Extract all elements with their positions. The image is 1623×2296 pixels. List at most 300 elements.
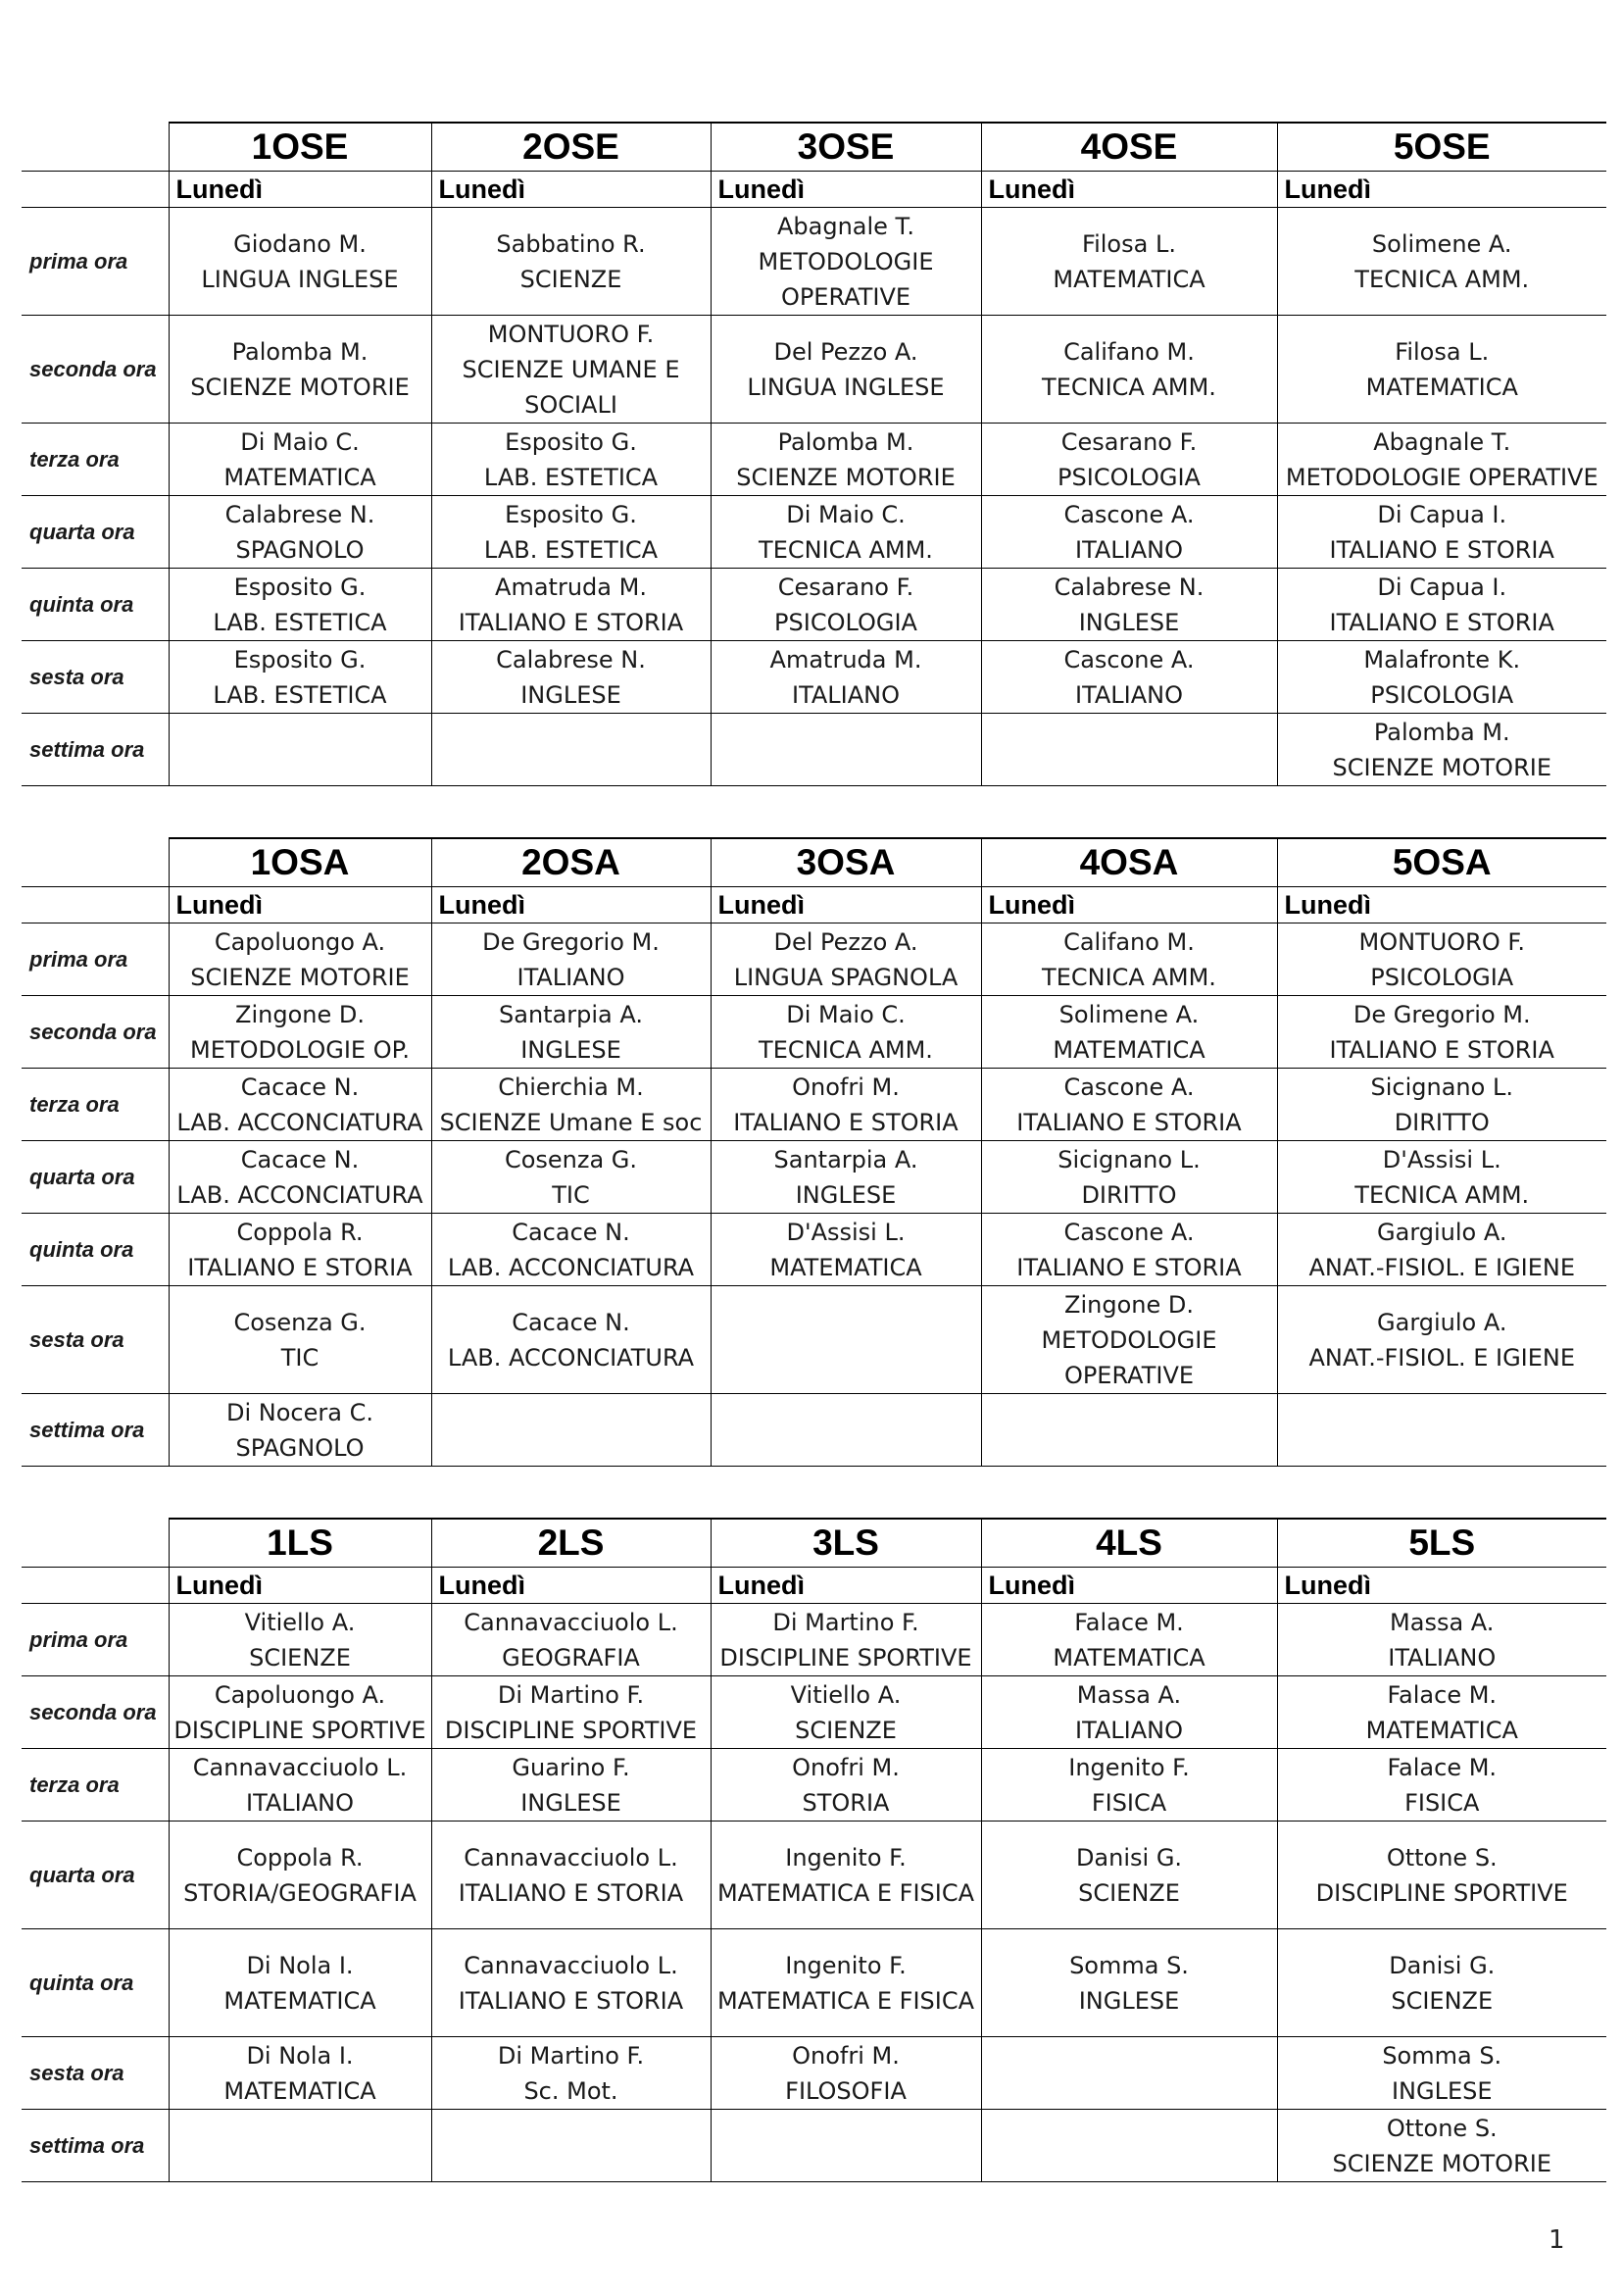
teacher-name: Filosa L. xyxy=(1395,337,1490,366)
lesson-cell xyxy=(1277,1749,1606,1822)
lesson-cell xyxy=(169,2037,431,2110)
subject-name: SCIENZE xyxy=(249,1643,351,1672)
period-label: quarta ora xyxy=(22,1141,169,1214)
lesson-cell xyxy=(169,1749,431,1822)
lesson-cell xyxy=(431,1929,711,2037)
class-heading: 1LS xyxy=(169,1519,431,1568)
period-label: sesta ora xyxy=(22,2037,169,2110)
subject-name: METODOLOGIE OP. xyxy=(190,1035,410,1064)
subject-name: DISCIPLINE SPORTIVE xyxy=(719,1643,972,1672)
period-row xyxy=(22,1604,1606,1676)
teacher-name: Cannavacciuolo L. xyxy=(464,1843,678,1872)
day-label: Lunedì xyxy=(711,887,981,923)
lesson-cell xyxy=(431,2110,711,2182)
teacher-name: Esposito G. xyxy=(505,500,637,528)
subject-name: LAB. ACCONCIATURA xyxy=(447,1343,695,1372)
period-row xyxy=(22,1929,1606,2037)
lesson-cell xyxy=(431,1394,711,1467)
subject-name: GEOGRAFIA xyxy=(502,1643,640,1672)
teacher-name: Zingone D. xyxy=(235,1000,365,1028)
lesson-cell xyxy=(431,496,711,569)
lesson-cell xyxy=(431,1214,711,1286)
period-row xyxy=(22,569,1606,641)
teacher-name: Solimene A. xyxy=(1371,229,1512,258)
subject-name: ANAT.-FISIOL. E IGIENE xyxy=(1308,1253,1576,1281)
period-label: quinta ora xyxy=(22,1214,169,1286)
subject-name: TECNICA AMM. xyxy=(759,1035,933,1064)
subject-name: ITALIANO E STORIA xyxy=(458,608,684,636)
subject-name: PSICOLOGIA xyxy=(1370,680,1514,709)
teacher-name: Calabrese N. xyxy=(1054,573,1205,601)
subject-name: DIRITTO xyxy=(1081,1180,1177,1209)
teacher-name: D'Assisi L. xyxy=(786,1218,906,1246)
subject-name: MATEMATICA xyxy=(1365,1716,1518,1744)
lesson-cell xyxy=(431,1069,711,1141)
teacher-name: D'Assisi L. xyxy=(1382,1145,1501,1173)
subject-name: SCIENZE xyxy=(795,1716,897,1744)
class-heading: 5LS xyxy=(1277,1519,1606,1568)
subject-name: TIC xyxy=(552,1180,590,1209)
day-label: Lunedì xyxy=(169,1568,431,1604)
period-label: seconda ora xyxy=(22,1676,169,1749)
teacher-name: Falace M. xyxy=(1387,1680,1498,1709)
subject-name: ITALIANO xyxy=(1074,535,1183,564)
subject-name: MATEMATICA xyxy=(769,1253,922,1281)
subject-name: TECNICA AMM. xyxy=(1354,1180,1530,1209)
period-label: seconda ora xyxy=(22,316,169,424)
teacher-name: Ingenito F. xyxy=(785,1843,907,1872)
subject-name: SCIENZE MOTORIE xyxy=(736,463,956,491)
lesson-cell xyxy=(711,996,981,1069)
page-number: 1 xyxy=(1549,2225,1565,2255)
subject-name: Sc. Mot. xyxy=(523,2076,618,2105)
lesson-cell xyxy=(981,2110,1277,2182)
lesson-cell xyxy=(1277,569,1606,641)
day-label: Lunedì xyxy=(981,172,1277,208)
teacher-name: Cacace N. xyxy=(240,1073,360,1101)
subject-name: ITALIANO xyxy=(1074,1716,1183,1744)
subject-name: LINGUA SPAGNOLA xyxy=(733,963,959,991)
teacher-name: Amatruda M. xyxy=(769,645,922,674)
lesson-cell xyxy=(169,208,431,316)
corner-cell xyxy=(22,1519,169,1568)
teacher-name: Chierchia M. xyxy=(498,1073,644,1101)
lesson-cell xyxy=(169,1286,431,1394)
teacher-name: Guarino F. xyxy=(512,1753,630,1781)
teacher-name: Cannavacciuolo L. xyxy=(192,1753,408,1781)
teacher-name: Ingenito F. xyxy=(1068,1753,1190,1781)
subject-name: ITALIANO E STORIA xyxy=(733,1108,959,1136)
subject-name: SPAGNOLO xyxy=(235,535,365,564)
teacher-name: MONTUORO F. xyxy=(1358,927,1525,956)
teacher-name: Cosenza G. xyxy=(233,1308,367,1336)
day-label: Lunedì xyxy=(711,172,981,208)
lesson-cell xyxy=(431,641,711,714)
teacher-name: Onofri M. xyxy=(792,1753,900,1781)
teacher-name: Di Nola I. xyxy=(246,2041,354,2070)
subject-name: ITALIANO E STORIA xyxy=(458,1986,684,2015)
lesson-cell xyxy=(169,424,431,496)
teacher-name: Di Maio C. xyxy=(786,1000,906,1028)
lesson-cell xyxy=(1277,714,1606,786)
period-row xyxy=(22,1069,1606,1141)
subject-name: TIC xyxy=(280,1343,320,1372)
teacher-name: Di Maio C. xyxy=(786,500,906,528)
period-row xyxy=(22,641,1606,714)
subject-name: SCIENZE MOTORIE xyxy=(1332,753,1551,781)
day-row xyxy=(22,1568,1606,1604)
subject-name: SCIENZE Umane E soc xyxy=(439,1108,703,1136)
subject-name: SCIENZE MOTORIE xyxy=(190,373,410,401)
subject-name: DISCIPLINE SPORTIVE xyxy=(444,1716,698,1744)
day-label: Lunedì xyxy=(1277,887,1606,923)
subject-name: SPAGNOLO xyxy=(235,1433,365,1462)
lesson-cell xyxy=(169,316,431,424)
day-row xyxy=(22,172,1606,208)
subject-name: MATEMATICA xyxy=(1053,1035,1205,1064)
teacher-name: Vitiello A. xyxy=(244,1608,356,1636)
subject-name: LAB. ESTETICA xyxy=(213,680,387,709)
period-label: prima ora xyxy=(22,208,169,316)
subject-name: METODOLOGIE OPERATIVE xyxy=(1285,463,1598,491)
teacher-name: Giodano M. xyxy=(233,229,367,258)
lesson-cell xyxy=(981,1822,1277,1929)
lesson-cell xyxy=(1277,2037,1606,2110)
period-label: sesta ora xyxy=(22,641,169,714)
subject-name: ITALIANO xyxy=(516,963,625,991)
period-label: prima ora xyxy=(22,923,169,996)
lesson-cell xyxy=(1277,1604,1606,1676)
teacher-name: Zingone D. xyxy=(1064,1290,1194,1319)
teacher-name: Di Martino F. xyxy=(772,1608,919,1636)
subject-name: INGLESE xyxy=(520,680,621,709)
lesson-cell xyxy=(711,923,981,996)
day-label: Lunedì xyxy=(711,1568,981,1604)
lesson-cell xyxy=(981,1286,1277,1394)
lesson-cell xyxy=(431,1604,711,1676)
teacher-name: Di Maio C. xyxy=(240,427,360,456)
subject-name: ITALIANO E STORIA xyxy=(1329,535,1554,564)
lesson-cell xyxy=(431,208,711,316)
teacher-name: Calabrese N. xyxy=(496,645,646,674)
period-row xyxy=(22,1676,1606,1749)
lesson-cell xyxy=(169,496,431,569)
subject-name: MATEMATICA xyxy=(223,463,376,491)
period-row xyxy=(22,316,1606,424)
teacher-name: Capoluongo A. xyxy=(214,927,386,956)
teacher-name: Abagnale T. xyxy=(1373,427,1511,456)
teacher-name: Di Nola I. xyxy=(246,1951,354,1979)
subject-name: DISCIPLINE SPORTIVE xyxy=(173,1716,426,1744)
teacher-name: Sicignano L. xyxy=(1370,1073,1513,1101)
subject-name: ITALIANO xyxy=(1074,680,1183,709)
teacher-name: Palomba M. xyxy=(777,427,914,456)
teacher-name: Cascone A. xyxy=(1063,500,1195,528)
class-heading: 2LS xyxy=(431,1519,711,1568)
lesson-cell xyxy=(981,1069,1277,1141)
subject-name: PSICOLOGIA xyxy=(1370,963,1514,991)
period-label: quarta ora xyxy=(22,496,169,569)
teacher-name: Massa A. xyxy=(1390,1608,1495,1636)
subject-name: SCIENZE MOTORIE xyxy=(1332,2149,1551,2177)
lesson-cell xyxy=(981,1929,1277,2037)
lesson-cell xyxy=(169,996,431,1069)
teacher-name: Cannavacciuolo L. xyxy=(464,1951,678,1979)
subject-name: TECNICA AMM. xyxy=(1354,265,1530,293)
lesson-cell xyxy=(431,569,711,641)
lesson-cell xyxy=(1277,208,1606,316)
teacher-name: Del Pezzo A. xyxy=(773,337,918,366)
lesson-cell xyxy=(431,316,711,424)
lesson-cell xyxy=(711,2037,981,2110)
class-heading: 1OSA xyxy=(169,838,431,887)
lesson-cell xyxy=(169,2110,431,2182)
subject-name: DISCIPLINE SPORTIVE xyxy=(1315,1878,1568,1907)
teacher-name: Califano M. xyxy=(1063,337,1195,366)
subject-name: MATEMATICA xyxy=(1053,265,1205,293)
teacher-name: Esposito G. xyxy=(233,573,367,601)
teacher-name: Onofri M. xyxy=(792,2041,900,2070)
subject-name: INGLESE xyxy=(795,1180,897,1209)
subject-name: LAB. ACCONCIATURA xyxy=(176,1108,423,1136)
period-row xyxy=(22,2037,1606,2110)
period-label: sesta ora xyxy=(22,1286,169,1394)
class-header-row xyxy=(22,1519,1606,1568)
period-row xyxy=(22,1286,1606,1394)
lesson-cell xyxy=(711,496,981,569)
subject-name: METODOLOGIE OPERATIVE xyxy=(1041,1325,1217,1389)
subject-name: SCIENZE MOTORIE xyxy=(190,963,410,991)
subject-name: ITALIANO E STORIA xyxy=(1016,1253,1242,1281)
timetable-ose xyxy=(22,122,1606,786)
subject-name: METODOLOGIE OPERATIVE xyxy=(758,247,934,311)
subject-name: ITALIANO xyxy=(1388,1643,1497,1672)
lesson-cell xyxy=(431,1676,711,1749)
subject-name: TECNICA AMM. xyxy=(1042,963,1216,991)
subject-name: ANAT.-FISIOL. E IGIENE xyxy=(1308,1343,1576,1372)
lesson-cell xyxy=(169,923,431,996)
period-label: settima ora xyxy=(22,714,169,786)
lesson-cell xyxy=(711,1822,981,1929)
period-label: quinta ora xyxy=(22,569,169,641)
subject-name: LINGUA INGLESE xyxy=(201,265,399,293)
teacher-name: Somma S. xyxy=(1382,2041,1502,2070)
class-header-row xyxy=(22,123,1606,172)
day-label: Lunedì xyxy=(1277,1568,1606,1604)
subject-name: FILOSOFIA xyxy=(785,2076,907,2105)
teacher-name: Coppola R. xyxy=(236,1843,364,1872)
day-label: Lunedì xyxy=(169,887,431,923)
period-row xyxy=(22,1214,1606,1286)
period-label: settima ora xyxy=(22,2110,169,2182)
subject-name: ITALIANO E STORIA xyxy=(187,1253,413,1281)
day-label: Lunedì xyxy=(981,1568,1277,1604)
period-row xyxy=(22,1822,1606,1929)
teacher-name: De Gregorio M. xyxy=(1352,1000,1531,1028)
day-label: Lunedì xyxy=(1277,172,1606,208)
subject-name: ITALIANO E STORIA xyxy=(1329,1035,1554,1064)
class-heading: 5OSA xyxy=(1277,838,1606,887)
teacher-name: Coppola R. xyxy=(236,1218,364,1246)
lesson-cell xyxy=(1277,1286,1606,1394)
subject-name: STORIA xyxy=(802,1788,890,1817)
subject-name: SCIENZE xyxy=(1391,1986,1494,2015)
lesson-cell xyxy=(1277,2110,1606,2182)
corner-cell xyxy=(22,123,169,172)
subject-name: ITALIANO xyxy=(791,680,900,709)
class-heading: 1OSE xyxy=(169,123,431,172)
subject-name: PSICOLOGIA xyxy=(774,608,917,636)
lesson-cell xyxy=(981,923,1277,996)
teacher-name: Esposito G. xyxy=(233,645,367,674)
teacher-name: Solimene A. xyxy=(1058,1000,1200,1028)
lesson-cell xyxy=(711,316,981,424)
lesson-cell xyxy=(711,1676,981,1749)
teacher-name: Vitiello A. xyxy=(790,1680,902,1709)
lesson-cell xyxy=(981,1141,1277,1214)
class-heading: 3LS xyxy=(711,1519,981,1568)
teacher-name: Filosa L. xyxy=(1082,229,1176,258)
teacher-name: Cannavacciuolo L. xyxy=(464,1608,678,1636)
teacher-name: Abagnale T. xyxy=(776,212,914,240)
teacher-name: Falace M. xyxy=(1387,1753,1498,1781)
lesson-cell xyxy=(169,1822,431,1929)
class-header-row xyxy=(22,838,1606,887)
lesson-cell xyxy=(981,1604,1277,1676)
teacher-name: Ingenito F. xyxy=(785,1951,907,1979)
lesson-cell xyxy=(981,424,1277,496)
lesson-cell xyxy=(711,1394,981,1467)
lesson-cell xyxy=(1277,1069,1606,1141)
period-row xyxy=(22,1749,1606,1822)
day-label: Lunedì xyxy=(169,172,431,208)
teacher-name: Cosenza G. xyxy=(504,1145,638,1173)
subject-name: MATEMATICA xyxy=(1053,1643,1205,1672)
lesson-cell xyxy=(981,496,1277,569)
timetable-ls xyxy=(22,1518,1606,2182)
lesson-cell xyxy=(981,1394,1277,1467)
teacher-name: Di Nocera C. xyxy=(226,1398,373,1426)
lesson-cell xyxy=(431,1286,711,1394)
lesson-cell xyxy=(711,424,981,496)
day-label: Lunedì xyxy=(431,1568,711,1604)
period-row xyxy=(22,714,1606,786)
subject-name: MATEMATICA xyxy=(223,2076,376,2105)
teacher-name: Del Pezzo A. xyxy=(773,927,918,956)
lesson-cell xyxy=(981,316,1277,424)
day-label: Lunedì xyxy=(431,887,711,923)
subject-name: MATEMATICA xyxy=(223,1986,376,2015)
lesson-cell xyxy=(431,424,711,496)
subject-name: DIRITTO xyxy=(1394,1108,1490,1136)
teacher-name: Falace M. xyxy=(1074,1608,1184,1636)
period-label: seconda ora xyxy=(22,996,169,1069)
teacher-name: Cascone A. xyxy=(1063,1073,1195,1101)
period-row xyxy=(22,1141,1606,1214)
lesson-cell xyxy=(711,1214,981,1286)
lesson-cell xyxy=(711,569,981,641)
class-heading: 4OSE xyxy=(981,123,1277,172)
teacher-name: Gargiulo A. xyxy=(1377,1308,1507,1336)
lesson-cell xyxy=(981,1214,1277,1286)
teacher-name: Santarpia A. xyxy=(773,1145,918,1173)
lesson-cell xyxy=(169,1676,431,1749)
class-heading: 4OSA xyxy=(981,838,1277,887)
period-row xyxy=(22,208,1606,316)
lesson-cell xyxy=(711,1929,981,2037)
subject-name: INGLESE xyxy=(1391,2076,1493,2105)
corner-cell xyxy=(22,838,169,887)
subject-name: ITALIANO E STORIA xyxy=(1016,1108,1242,1136)
teacher-name: Somma S. xyxy=(1069,1951,1189,1979)
teacher-name: Amatruda M. xyxy=(495,573,647,601)
lesson-cell xyxy=(169,1604,431,1676)
period-row xyxy=(22,496,1606,569)
teacher-name: Cascone A. xyxy=(1063,1218,1195,1246)
lesson-cell xyxy=(711,1069,981,1141)
lesson-cell xyxy=(1277,1676,1606,1749)
lesson-cell xyxy=(431,2037,711,2110)
subject-name: TECNICA AMM. xyxy=(759,535,933,564)
subject-name: LAB. ESTETICA xyxy=(213,608,387,636)
class-heading: 2OSA xyxy=(431,838,711,887)
lesson-cell xyxy=(431,923,711,996)
teacher-name: De Gregorio M. xyxy=(482,927,660,956)
subject-name: ITALIANO E STORIA xyxy=(458,1878,684,1907)
lesson-cell xyxy=(1277,923,1606,996)
lesson-cell xyxy=(169,714,431,786)
teacher-name: Cacace N. xyxy=(240,1145,360,1173)
period-label: terza ora xyxy=(22,1069,169,1141)
lesson-cell xyxy=(431,996,711,1069)
class-heading: 3OSA xyxy=(711,838,981,887)
period-label: quarta ora xyxy=(22,1822,169,1929)
teacher-name: Sabbatino R. xyxy=(496,229,646,258)
subject-name: SCIENZE xyxy=(519,265,622,293)
teacher-name: Palomba M. xyxy=(1373,718,1510,746)
teacher-name: Esposito G. xyxy=(505,427,637,456)
lesson-cell xyxy=(981,641,1277,714)
subject-name: TECNICA AMM. xyxy=(1042,373,1216,401)
lesson-cell xyxy=(169,1394,431,1467)
lesson-cell xyxy=(169,641,431,714)
lesson-cell xyxy=(711,1749,981,1822)
period-row xyxy=(22,996,1606,1069)
period-label: terza ora xyxy=(22,424,169,496)
teacher-name: Cacace N. xyxy=(512,1218,630,1246)
lesson-cell xyxy=(981,714,1277,786)
subject-name: ITALIANO xyxy=(245,1788,354,1817)
subject-name: MATEMATICA E FISICA xyxy=(716,1878,975,1907)
subject-name: LINGUA INGLESE xyxy=(747,373,945,401)
lesson-cell xyxy=(169,1214,431,1286)
teacher-name: Di Capua I. xyxy=(1377,573,1507,601)
lesson-cell xyxy=(1277,1929,1606,2037)
teacher-name: Di Martino F. xyxy=(497,2041,645,2070)
teacher-name: Di Capua I. xyxy=(1377,500,1507,528)
period-label: prima ora xyxy=(22,1604,169,1676)
subject-name: LAB. ACCONCIATURA xyxy=(176,1180,423,1209)
teacher-name: Capoluongo A. xyxy=(214,1680,386,1709)
subject-name: FISICA xyxy=(1091,1788,1167,1817)
lesson-cell xyxy=(1277,316,1606,424)
lesson-cell xyxy=(1277,996,1606,1069)
lesson-cell xyxy=(1277,1822,1606,1929)
lesson-cell xyxy=(431,1141,711,1214)
lesson-cell xyxy=(431,1822,711,1929)
teacher-name: Cascone A. xyxy=(1063,645,1195,674)
lesson-cell xyxy=(169,1929,431,2037)
